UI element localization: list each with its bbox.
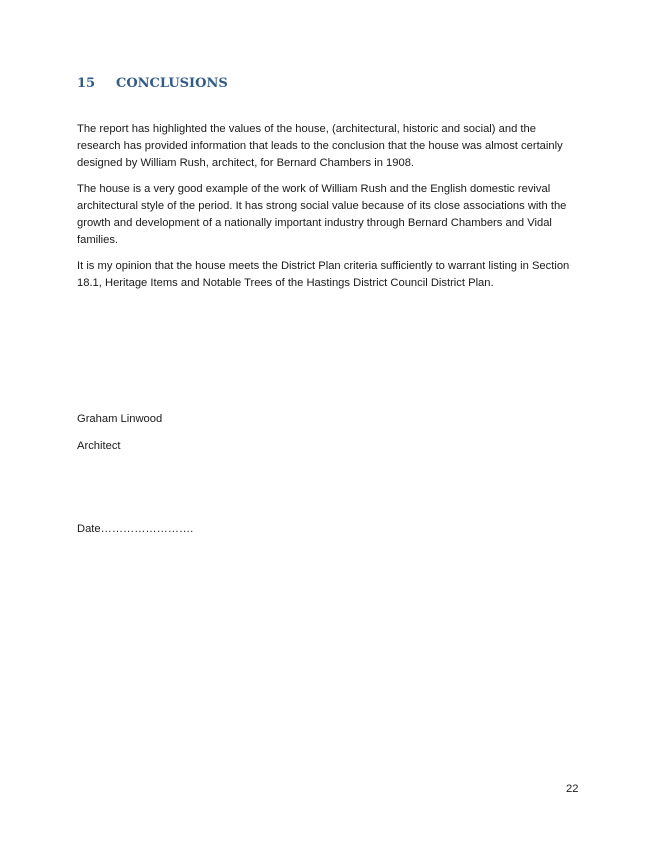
date-line: Date…………………….	[77, 523, 194, 535]
page-number: 22	[566, 783, 579, 795]
paragraph-values: The report has highlighted the values of the house, (architectural, historic and social) and the research has provided information that leads to the conclusion that the house was almost certainly designed by William Rush, architect, for Bernard Chambers in 1908.	[77, 123, 563, 169]
section-number: 15	[77, 76, 96, 91]
signatory-title: Architect	[77, 440, 121, 452]
conclusions-body	[77, 121, 580, 301]
signatory-name: Graham Linwood	[77, 413, 163, 425]
section-heading	[77, 76, 228, 91]
paragraph-opinion: It is my opinion that the house meets the District Plan criteria sufficiently to warrant listing in Section 18.1, Heritage Items and Notable Trees of the Hastings District Council District Plan.	[77, 260, 570, 289]
paragraph-example: The house is a very good example of the work of William Rush and the English domestic revival architectural style of the period. It has strong social value because of its close associations with the growth and development of a nationally important industry through Bernard Chambers and Vidal families.	[77, 183, 567, 246]
section-title: CONCLUSIONS	[116, 76, 228, 91]
